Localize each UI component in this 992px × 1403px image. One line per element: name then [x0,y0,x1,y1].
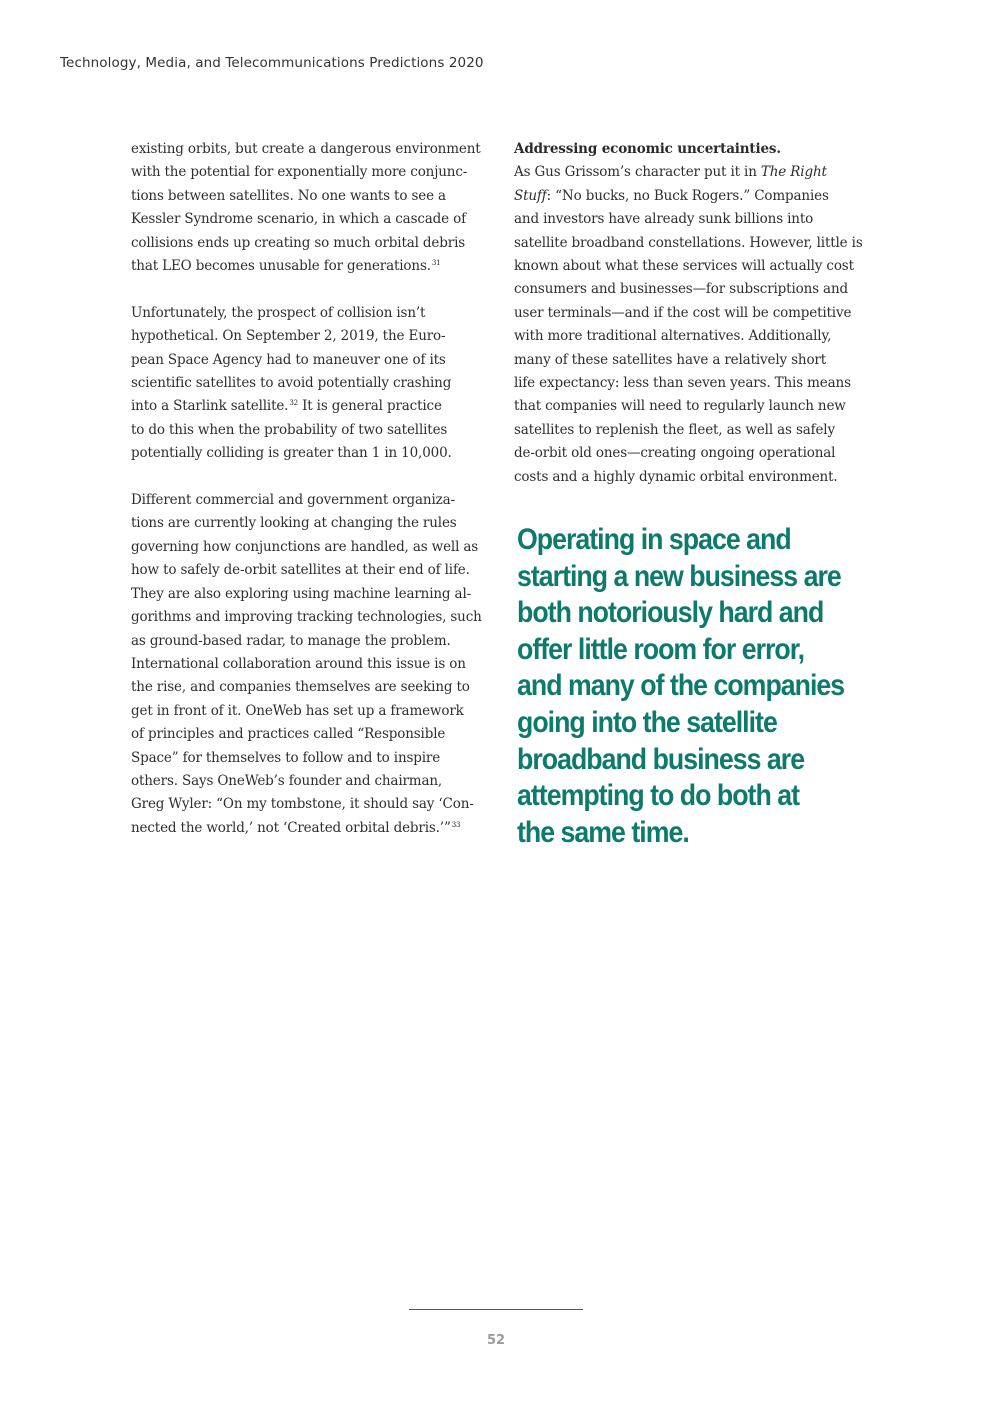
text-line: scientific satellites to avoid potentially crashing [131,375,452,392]
text-line: collisions ends up creating so much orbital debris [131,234,466,251]
text-line: gorithms and improving tracking technologies, such [131,609,482,626]
pull-quote-line: Operating in space and [517,523,791,556]
text-line: that companies will need to regularly launch new [514,398,846,415]
text-line: hypothetical. On September 2, 2019, the Euro- [131,328,446,345]
pull-quote [517,522,845,851]
text-line: consumers and businesses—for subscriptions and [514,281,848,298]
film-title: Stuff [514,187,547,204]
pull-quote-line: offer little room for error, [517,632,805,666]
film-title: The Right [760,164,827,181]
page-number: 52 [486,1333,506,1348]
text-line: Space” for themselves to follow and to inspire [131,749,441,766]
pull-quote-line: attempting to do both at [517,779,800,813]
text-line: governing how conjunctions are handled, as well as [131,538,479,555]
text-line: potentially colliding is greater than 1 in 10,000. [131,445,452,462]
footnote-marker[interactable]: 32 [289,399,298,408]
text-line: tions between satellites. No one wants to see a [131,187,446,204]
text-line: Different commercial and government organiza- [131,492,455,509]
text-line: many of these satellites have a relatively short [514,351,826,368]
text-line: as ground-based radar, to manage the problem. [131,632,451,649]
text-line: As Gus Grissom’s character put it in The Right [514,164,827,181]
text-line: tions are currently looking at changing the rules [131,515,457,532]
text-line: and investors have already sunk billions into [514,211,814,228]
text-line: costs and a highly dynamic orbital environment. [514,468,838,485]
pull-quote-line: and many of the companies [517,669,845,703]
text-line: the rise, and companies themselves are seeking to [131,679,470,696]
text-line: satellite broadband constellations. However, little is [514,234,863,251]
section-subheading: Addressing economic uncertainties. [514,141,781,157]
text-line: nected the world,’ not ‘Created orbital debris.’”$^{33}$ [131,819,461,836]
text-line: of principles and practices called “Responsible [131,726,446,743]
footer-divider [409,1309,583,1310]
text-line: known about what these services will actually cost [514,258,854,275]
pull-quote-line: the same time. [517,815,689,849]
pull-quote-line: broadband business are [517,742,805,776]
paragraph-rules-and-collaboration [131,489,481,840]
text-line: that LEO becomes unusable for generations.$^{31}$ [131,258,441,275]
paragraph-collision-example [131,302,481,466]
text-line: get in front of it. OneWeb has set up a framework [131,702,464,719]
text-line: user terminals—and if the cost will be competitive [514,304,852,321]
text-line: Stuff: “No bucks, no Buck Rogers.” Companies [514,187,829,204]
text-line: They are also exploring using machine learning al- [131,585,472,602]
text-line: others. Says OneWeb’s founder and chairman, [131,772,443,789]
text-line: Greg Wyler: “On my tombstone, it should say ‘Con- [131,796,474,813]
running-header: Technology, Media, and Telecommunications Predictions 2020 [60,55,484,71]
text-line: with more traditional alternatives. Additionally, [514,328,832,345]
text-line: Unfortunately, the prospect of collision isn’t [131,304,426,321]
text-line: with the potential for exponentially more conjunc- [131,164,468,181]
paragraph-collision-risk [131,138,481,278]
pull-quote-line: starting a new business are [517,559,841,593]
text-line: Kessler Syndrome scenario, in which a cascade of [131,211,466,228]
text-line: International collaboration around this issue is on [131,655,466,672]
text-line: life expectancy: less than seven years. This means [514,375,851,392]
text-line: pean Space Agency had to maneuver one of its [131,351,446,368]
text-line: de-orbit old ones—creating ongoing operational [514,445,836,462]
text-line: to do this when the probability of two satellites [131,421,448,438]
footnote-marker[interactable]: 31 [431,259,441,268]
text-line: how to safely de-orbit satellites at their end of life. [131,562,470,579]
left-column [131,138,481,840]
text-line: existing orbits, but create a dangerous environment [131,141,481,157]
text-line: into a Starlink satellite.$^{32}$ It is general practice [131,398,442,415]
text-line: satellites to replenish the fleet, as well as safely [514,421,835,438]
right-column [514,138,864,489]
footnote-marker[interactable]: 33 [451,820,461,829]
pull-quote-line: going into the satellite [517,705,777,739]
pull-quote-line: both notoriously hard and [517,596,824,630]
